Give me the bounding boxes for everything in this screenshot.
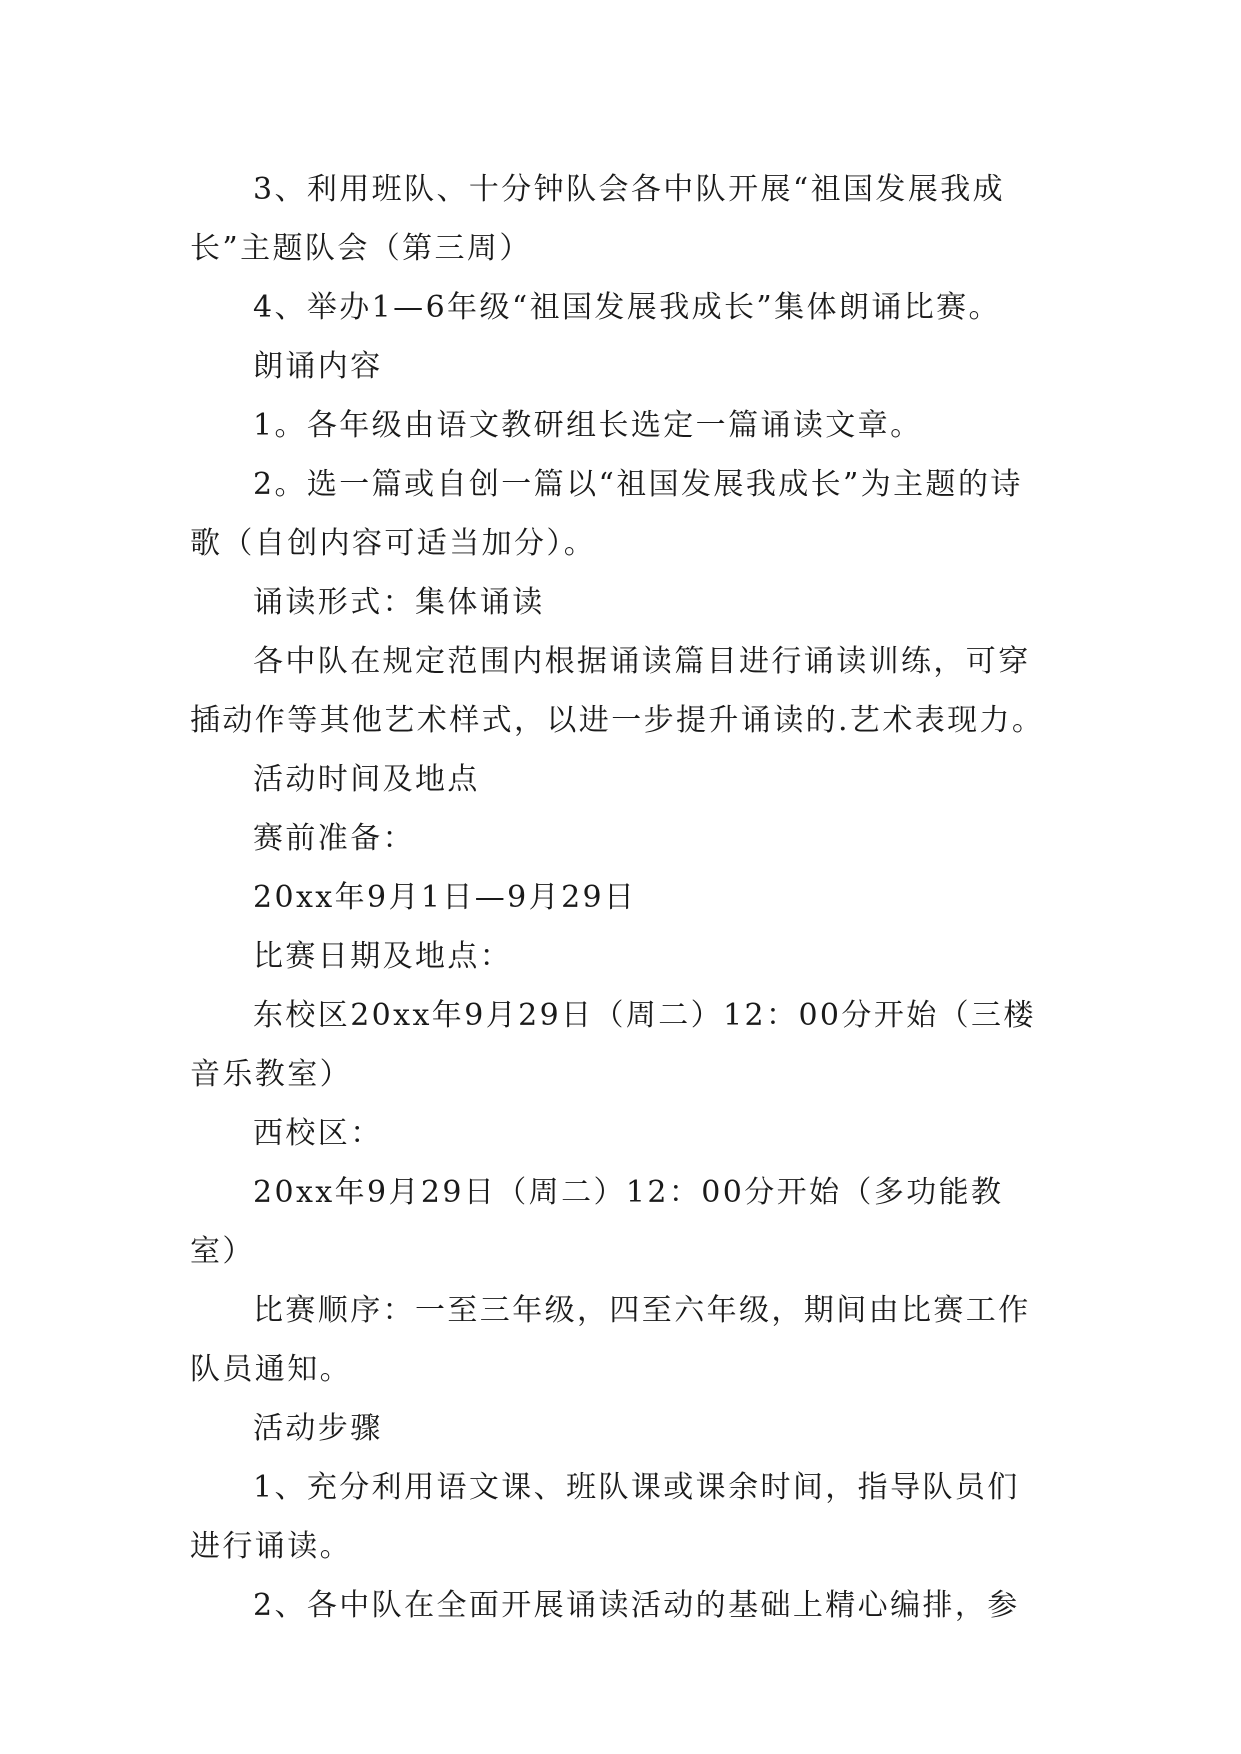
paragraph: 东校区20xx年9月29日（周二）12：00分开始（三楼音乐教室） bbox=[190, 998, 1036, 1092]
paragraph: 3、利用班队、十分钟队会各中队开展“祖国发展我成长”主题队会（第三周） bbox=[190, 172, 1006, 266]
paragraph: 赛前准备： bbox=[253, 821, 415, 856]
paragraph: 比赛顺序：一至三年级，四至六年级，期间由比赛工作队员通知。 bbox=[190, 1293, 1031, 1387]
paragraph: 各中队在规定范围内根据诵读篇目进行诵读训练，可穿插动作等其他艺术样式，以进一步提升诵读的.艺术表现力。 bbox=[190, 644, 1045, 738]
paragraph: 1。各年级由语文教研组长选定一篇诵读文章。 bbox=[253, 408, 923, 443]
section-heading: 朗诵内容 bbox=[253, 349, 383, 384]
paragraph: 20xx年9月29日（周二）12：00分开始（多功能教室） bbox=[190, 1175, 1004, 1269]
paragraph: 西校区： bbox=[253, 1116, 383, 1151]
paragraph: 2。选一篇或自创一篇以“祖国发展我成长”为主题的诗歌（自创内容可适当加分）。 bbox=[190, 467, 1023, 561]
paragraph: 1、充分利用语文课、班队课或课余时间，指导队员们进行诵读。 bbox=[190, 1470, 1020, 1564]
document-body bbox=[190, 160, 1050, 1635]
paragraph: 2、各中队在全面开展诵读活动的基础上精心编排，参 bbox=[253, 1588, 1020, 1623]
section-heading: 活动时间及地点 bbox=[253, 762, 480, 797]
paragraph: 20xx年9月1日—9月29日 bbox=[253, 880, 637, 915]
section-heading: 诵读形式：集体诵读 bbox=[253, 585, 545, 620]
paragraph: 4、举办1—6年级“祖国发展我成长”集体朗诵比赛。 bbox=[253, 290, 1001, 325]
section-heading: 活动步骤 bbox=[253, 1411, 383, 1446]
paragraph: 比赛日期及地点： bbox=[253, 939, 513, 974]
